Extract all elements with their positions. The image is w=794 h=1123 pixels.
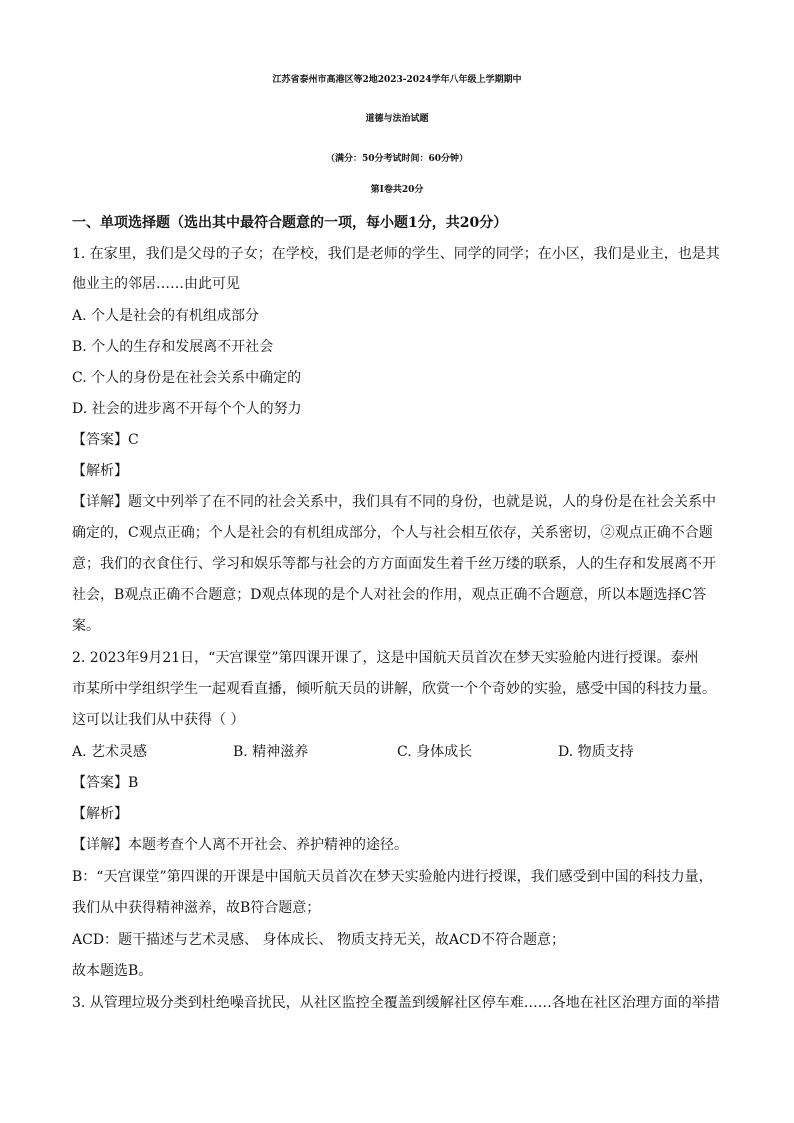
q2-analysis-label: 【解析】 [72, 806, 128, 822]
section-heading: 一、单项选择题（选出其中最符合题意的一项，每小题1分，共20分） [72, 215, 508, 231]
exam-info: （满分：50分考试时间：60分钟） [325, 154, 469, 164]
q1-option-d: D. 社会的进步离不开每个个人的努力 [72, 401, 302, 417]
q1-option-a: A. 个人是社会的有机组成部分 [72, 308, 260, 324]
q1-stem-line2: 他业主的邻居……由此可见 [72, 276, 240, 292]
document-title-line1: 江苏省泰州市高港区等2地2023-2024学年八年级上学期期中 [272, 75, 522, 85]
q2-option-d: D. 物质支持 [558, 744, 634, 760]
q1-analysis-label: 【解析】 [72, 463, 128, 479]
q2-detail-line3: 我们从中获得精神滋养，故B符合题意； [72, 900, 321, 916]
q2-detail-line2: B：“天宫课堂”第四课的开课是中国航天员首次在梦天实验舱内进行授课，我们感受到中国的科技力量， [72, 869, 713, 885]
q2-detail-line1: 【详解】本题考查个人离不开社会、养护精神的途径。 [72, 837, 408, 853]
q1-detail-line5: 案。 [72, 618, 100, 634]
q1-answer: 【答案】C [72, 432, 139, 448]
q2-detail-line5: 故本题选B。 [72, 963, 153, 979]
q1-option-c: C. 个人的身份是在社会关系中确定的 [72, 370, 302, 386]
q2-answer: 【答案】B [72, 775, 139, 791]
q1-detail-line3: 意；我们的衣食住行、学习和娱乐等都与社会的方方面面发生着千丝万缕的联系，人的生存和发展离不开 [72, 556, 716, 572]
q1-detail-line1: 【详解】题文中列举了在不同的社会关系中，我们具有不同的身份，也就是说，人的身份是在社会关系中 [72, 494, 716, 510]
q2-option-c: C. 身体成长 [397, 744, 473, 760]
q2-stem-line2: 市某所中学组织学生一起观看直播，倾听航天员的讲解，欣赏一个个奇妙的实验，感受中国的科技力量。 [72, 681, 716, 697]
q1-detail-line4: 社会，B观点正确不合题意；D观点体现的是个人对社会的作用，观点正确不合题意，所以本题选择C答 [72, 587, 707, 603]
q2-stem-line1: 2. 2023年9月21日，“天宫课堂”第四课开课了，这是中国航天员首次在梦天实验舱内进行授课。泰州 [72, 650, 699, 666]
q2-option-a: A. 艺术灵感 [72, 744, 148, 760]
volume-heading: 第I卷共20分 [370, 185, 424, 195]
q2-stem-line3: 这可以让我们从中获得（ ） [72, 712, 245, 728]
q1-detail-line2: 确定的，C观点正确；个人是社会的有机组成部分，个人与社会相互依存，关系密切，②观点正确不合题 [72, 525, 713, 541]
q1-stem-line1: 1. 在家里，我们是父母的子女；在学校，我们是老师的学生、同学的同学；在小区，我们是业主，也是其 [72, 246, 720, 262]
document-title-line2: 道德与法治试题 [365, 114, 429, 124]
q1-option-b: B. 个人的生存和发展离不开社会 [72, 339, 274, 355]
q3-stem-line1: 3. 从管理垃圾分类到杜绝噪音扰民，从社区监控全覆盖到缓解社区停车难……各地在社区治理方面的举措 [72, 995, 720, 1011]
q2-detail-line4: ACD：题干描述与艺术灵感、 身体成长、 物质支持无关，故ACD不符合题意； [72, 932, 565, 948]
q2-option-b: B. 精神滋养 [233, 744, 309, 760]
